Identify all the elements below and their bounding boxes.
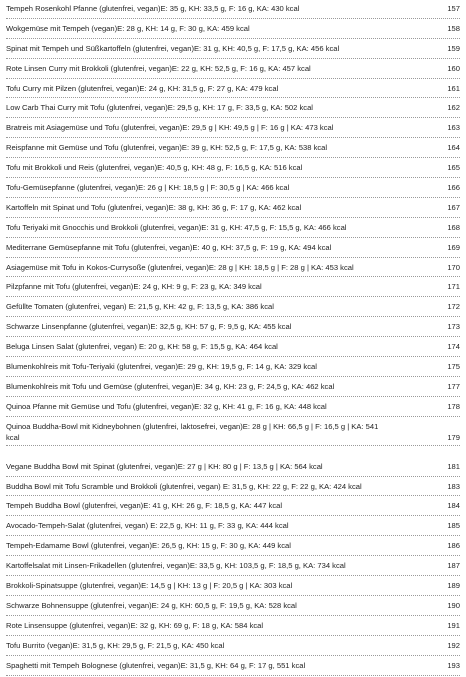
toc-entry-title[interactable]: Low Carb Thai Curry mit Tofu (glutenfrei, vegan)E: 29,5 g, KH: 17 g, F: 33,5 g, KA: 502 kcal <box>6 103 313 113</box>
toc-entry[interactable] <box>6 418 460 458</box>
dotted-leader-divider <box>6 316 460 317</box>
toc-entry-page-number[interactable]: 157 <box>447 4 460 13</box>
toc-entry[interactable] <box>6 657 460 677</box>
toc-entry[interactable] <box>6 537 460 557</box>
toc-entry[interactable] <box>6 358 460 378</box>
toc-entry-title-continued[interactable]: kcal <box>6 432 20 442</box>
toc-entry-page-number[interactable]: 179 <box>447 432 460 442</box>
toc-entry-page-number[interactable]: 158 <box>447 23 460 33</box>
toc-entry-title[interactable]: Mediterrane Gemüsepfanne mit Tofu (glutenfrei, vegan)E: 40 g, KH: 37,5 g, F: 19 g, KA: 494 kcal <box>6 242 332 252</box>
toc-entry-title[interactable]: Schwarze Bohnensuppe (glutenfrei, vegan)E: 24 g, KH: 60,5 g, F: 19,5 g, KA: 528 kcal <box>6 600 297 610</box>
toc-entry-title[interactable]: Blumenkohlreis mit Tofu und Gemüse (glutenfrei, vegan)E: 34 g, KH: 23 g, F: 24,5 g, KA: 462 kcal <box>6 381 335 391</box>
toc-entry-page-number[interactable]: 190 <box>447 600 460 610</box>
dotted-leader-divider <box>6 555 460 556</box>
toc-entry-title[interactable]: Reispfanne mit Gemüse und Tofu (glutenfrei, vegan)E: 39 g, KH: 52,5 g, F: 17,5 g, KA: 538 kcal <box>6 143 328 153</box>
toc-entry-page-number[interactable]: 173 <box>447 322 460 332</box>
toc-entry-page-number[interactable]: 174 <box>447 342 460 352</box>
dotted-leader-divider <box>6 635 460 636</box>
dotted-leader-divider <box>6 495 460 496</box>
toc-entry[interactable] <box>6 298 460 318</box>
toc-entry-page-number[interactable]: 193 <box>447 660 460 670</box>
dotted-leader-divider <box>6 445 460 446</box>
toc-entry[interactable] <box>6 478 460 498</box>
toc-entry-title[interactable]: Quinoa Buddha-Bowl mit Kidneybohnen (glutenfrei, laktosefrei, vegan)E: 28 g | KH: 66,5 g | F: 16,5 g | KA: 541 <box>6 421 379 431</box>
toc-entry[interactable] <box>6 338 460 358</box>
dotted-leader-divider <box>6 257 460 258</box>
toc-entry[interactable] <box>6 219 460 239</box>
dotted-leader-divider <box>6 97 460 98</box>
dotted-leader-divider <box>6 675 460 676</box>
toc-entry-page-number[interactable]: 183 <box>447 481 460 491</box>
toc-entry-page-number[interactable]: 189 <box>447 581 460 591</box>
toc-entry-title[interactable]: Bratreis mit Asiagemüse und Tofu (glutenfrei, vegan)E: 29,5 g | KH: 49,5 g | F: 16 g | KA: 473 kcal <box>6 123 334 133</box>
toc-entry[interactable] <box>6 139 460 159</box>
dotted-leader-divider <box>6 535 460 536</box>
dotted-leader-divider <box>6 396 460 397</box>
toc-entry-title[interactable]: Spinat mit Tempeh und Süßkartoffeln (glutenfrei, vegan)E: 31 g, KH: 40,5 g, F: 17,5 g, KA: 456 kcal <box>6 43 340 53</box>
toc-entry-title[interactable]: Tofu mit Brokkoli und Reis (glutenfrei, vegan)E: 40,5 g, KH: 48 g, F: 16,5 g, KA: 516 kcal <box>6 163 303 173</box>
toc-entry-title[interactable]: Vegane Buddha Bowl mit Spinat (glutenfrei, vegan)E: 27 g | KH: 80 g | F: 13,5 g | KA: 564 kcal <box>6 461 323 471</box>
toc-entry-title[interactable]: Wokgemüse mit Tempeh (vegan)E: 28 g, KH: 14 g, F: 30 g, KA: 459 kcal <box>6 23 250 33</box>
toc-entry[interactable] <box>6 259 460 279</box>
dotted-leader-divider <box>6 217 460 218</box>
dotted-leader-divider <box>6 356 460 357</box>
toc-entry-title[interactable]: Rote Linsen Curry mit Brokkoli (glutenfrei, vegan)E: 22 g, KH: 52,5 g, F: 16 g, KA: 457 kcal <box>6 63 311 73</box>
toc-entry-title[interactable]: Blumenkohlreis mit Tofu-Teriyaki (glutenfrei, vegan)E: 29 g, KH: 19,5 g, F: 14 g, KA: 329 kcal <box>6 362 317 372</box>
dotted-leader-divider <box>6 595 460 596</box>
toc-entry-title[interactable]: Pilzpfanne mit Tofu (glutenfrei, vegan)E: 24 g, KH: 9 g, F: 23 g, KA: 349 kcal <box>6 282 262 292</box>
toc-entry-title[interactable]: Tempeh Buddha Bowl (glutenfrei, vegan)E: 41 g, KH: 26 g, F: 18,5 g, KA: 447 kcal <box>6 501 283 511</box>
toc-entry-title[interactable]: Brokkoli-Spinatsuppe (glutenfrei, vegan)E: 14,5 g | KH: 13 g | F: 20,5 g | KA: 303 kcal <box>6 581 293 591</box>
toc-entry-page-number[interactable]: 163 <box>447 123 460 133</box>
toc-entry[interactable] <box>6 199 460 219</box>
toc-entry[interactable] <box>6 318 460 338</box>
toc-entry-title[interactable]: Rote Linsensuppe (glutenfrei, vegan)E: 32 g, KH: 69 g, F: 18 g, KA: 584 kcal <box>6 620 264 630</box>
toc-entry-page-number[interactable]: 187 <box>447 561 460 571</box>
dotted-leader-divider <box>6 296 460 297</box>
toc-entry[interactable] <box>6 60 460 80</box>
toc-entry[interactable] <box>6 278 460 298</box>
dotted-leader-divider <box>6 336 460 337</box>
toc-entry[interactable] <box>6 20 460 40</box>
toc-entry-page-number[interactable]: 162 <box>447 103 460 113</box>
toc-entry[interactable] <box>6 378 460 398</box>
toc-entry-title[interactable]: Tofu Teriyaki mit Gnocchis und Brokkoli (glutenfrei, vegan)E: 31 g, KH: 47,5 g, F: 15,5 g, KA: 466 kcal <box>6 222 347 232</box>
toc-entry[interactable] <box>6 617 460 637</box>
toc-entry[interactable] <box>6 40 460 60</box>
toc-entry-title[interactable]: Tofu Curry mit Pilzen (glutenfrei, vegan)E: 24 g, KH: 31,5 g, F: 27 g, KA: 479 kcal <box>6 83 279 93</box>
dotted-leader-divider <box>6 476 460 477</box>
toc-entry-page-number[interactable]: 165 <box>447 163 460 173</box>
toc-entry-page-number[interactable]: 159 <box>447 43 460 53</box>
dotted-leader-divider <box>6 177 460 178</box>
toc-entry-title[interactable]: Quinoa Pfanne mit Gemüse und Tofu (glutenfrei, vegan)E: 32 g, KH: 41 g, F: 16 g, KA: 448 kcal <box>6 401 327 411</box>
toc-entry[interactable] <box>6 497 460 517</box>
toc-entry-page-number[interactable]: 175 <box>447 362 460 372</box>
toc-entry-title[interactable]: Tofu Burrito (vegan)E: 31,5 g, KH: 29,5 g, F: 21,5 g, KA: 450 kcal <box>6 640 225 650</box>
dotted-leader-divider <box>6 575 460 576</box>
toc-entry-page-number[interactable]: 177 <box>447 381 460 391</box>
dotted-leader-divider <box>6 58 460 59</box>
dotted-leader-divider <box>6 78 460 79</box>
toc-entry-title[interactable]: Avocado-Tempeh-Salat (glutenfrei, vegan) E: 22,5 g, KH: 11 g, F: 33 g, KA: 444 kcal <box>6 521 289 531</box>
toc-entry-title[interactable]: Tofu-Gemüsepfanne (glutenfrei, vegan)E: 26 g | KH: 18,5 g | F: 30,5 g | KA: 466 kcal <box>6 183 290 193</box>
dotted-leader-divider <box>6 117 460 118</box>
dotted-leader-divider <box>6 157 460 158</box>
toc-entry[interactable] <box>6 80 460 100</box>
toc-entry-page-number[interactable]: 170 <box>447 262 460 272</box>
toc-entry-page-number[interactable]: 161 <box>447 83 460 93</box>
toc-entry-page-number[interactable]: 171 <box>447 282 460 292</box>
toc-entry-page-number[interactable]: 178 <box>447 401 460 411</box>
toc-entry[interactable] <box>6 99 460 119</box>
toc-entry-page-number[interactable]: 167 <box>447 202 460 212</box>
toc-entry-title[interactable]: Asiagemüse mit Tofu in Kokos-Currysoße (glutenfrei, vegan)E: 28 g | KH: 18,5 g | F: 28 g | KA: 453 kcal <box>6 262 354 272</box>
toc-entry-page-number[interactable]: 181 <box>447 461 460 471</box>
toc-entry-page-number[interactable]: 185 <box>447 521 460 531</box>
toc-entry[interactable] <box>6 577 460 597</box>
toc-entry[interactable] <box>6 119 460 139</box>
toc-entry-title[interactable]: Tempeh-Edamame Bowl (glutenfrei, vegan)E: 26,5 g, KH: 15 g, F: 30 g, KA: 449 kcal <box>6 541 291 551</box>
dotted-leader-divider <box>6 655 460 656</box>
toc-entry-title[interactable]: Beluga Linsen Salat (glutenfrei, vegan) E: 20 g, KH: 58 g, F: 15,5 g, KA: 464 kcal <box>6 342 278 352</box>
toc-entry[interactable] <box>6 179 460 199</box>
toc-entry[interactable] <box>6 159 460 179</box>
toc-entry[interactable] <box>6 557 460 577</box>
toc-entry-page-number[interactable]: 191 <box>447 620 460 630</box>
toc-entry-page-number[interactable]: 164 <box>447 143 460 153</box>
toc-entry[interactable] <box>6 239 460 259</box>
toc-entry[interactable] <box>6 517 460 537</box>
toc-entry-page-number[interactable]: 192 <box>447 640 460 650</box>
toc-entry-title[interactable]: Tempeh Rosenkohl Pfanne (glutenfrei, vegan)E: 35 g, KH: 33,5 g, F: 16 g, KA: 430 kcal <box>6 4 300 13</box>
toc-entry[interactable] <box>6 458 460 478</box>
dotted-leader-divider <box>6 18 460 19</box>
toc-entry[interactable] <box>6 597 460 617</box>
dotted-leader-divider <box>6 515 460 516</box>
toc-entry-page-number[interactable]: 184 <box>447 501 460 511</box>
dotted-leader-divider <box>6 237 460 238</box>
toc-entry-title[interactable]: Gefüllte Tomaten (glutenfrei, vegan) E: 21,5 g, KH: 42 g, F: 13,5 g, KA: 386 kcal <box>6 302 274 312</box>
toc-entry-title[interactable]: Spaghetti mit Tempeh Bolognese (glutenfrei, vegan)E: 31,5 g, KH: 64 g, F: 17 g, 551 kcal <box>6 660 306 670</box>
toc-entry-title[interactable]: Schwarze Linsenpfanne (glutenfrei, vegan)E: 32,5 g, KH: 57 g, F: 9,5 g, KA: 455 kcal <box>6 322 292 332</box>
toc-entry-page-number[interactable]: 169 <box>447 242 460 252</box>
toc-entry[interactable] <box>6 398 460 418</box>
toc-entry[interactable] <box>6 637 460 657</box>
toc-entry-title[interactable]: Buddha Bowl mit Tofu Scramble und Brokkoli (glutenfrei, vegan) E: 31,5 g, KH: 22 g, F: 22 g, KA: 424 kcal <box>6 481 362 491</box>
toc-entry-page-number[interactable]: 160 <box>447 63 460 73</box>
toc-entry-page-number[interactable]: 168 <box>447 222 460 232</box>
toc-entry[interactable] <box>6 0 460 20</box>
dotted-leader-divider <box>6 276 460 277</box>
toc-entry-page-number[interactable]: 172 <box>447 302 460 312</box>
toc-entry-page-number[interactable]: 166 <box>447 183 460 193</box>
table-of-contents <box>6 0 460 677</box>
dotted-leader-divider <box>6 376 460 377</box>
dotted-leader-divider <box>6 615 460 616</box>
dotted-leader-divider <box>6 137 460 138</box>
dotted-leader-divider <box>6 416 460 417</box>
dotted-leader-divider <box>6 38 460 39</box>
toc-entry-title[interactable]: Kartoffeln mit Spinat und Tofu (glutenfrei, vegan)E: 38 g, KH: 36 g, F: 17 g, KA: 462 kcal <box>6 202 302 212</box>
dotted-leader-divider <box>6 197 460 198</box>
toc-entry-title[interactable]: Kartoffelsalat mit Linsen-Frikadellen (glutenfrei, vegan)E: 33,5 g, KH: 103,5 g, F: 18,5 g, KA: 734 kcal <box>6 561 346 571</box>
toc-entry-page-number[interactable]: 186 <box>447 541 460 551</box>
